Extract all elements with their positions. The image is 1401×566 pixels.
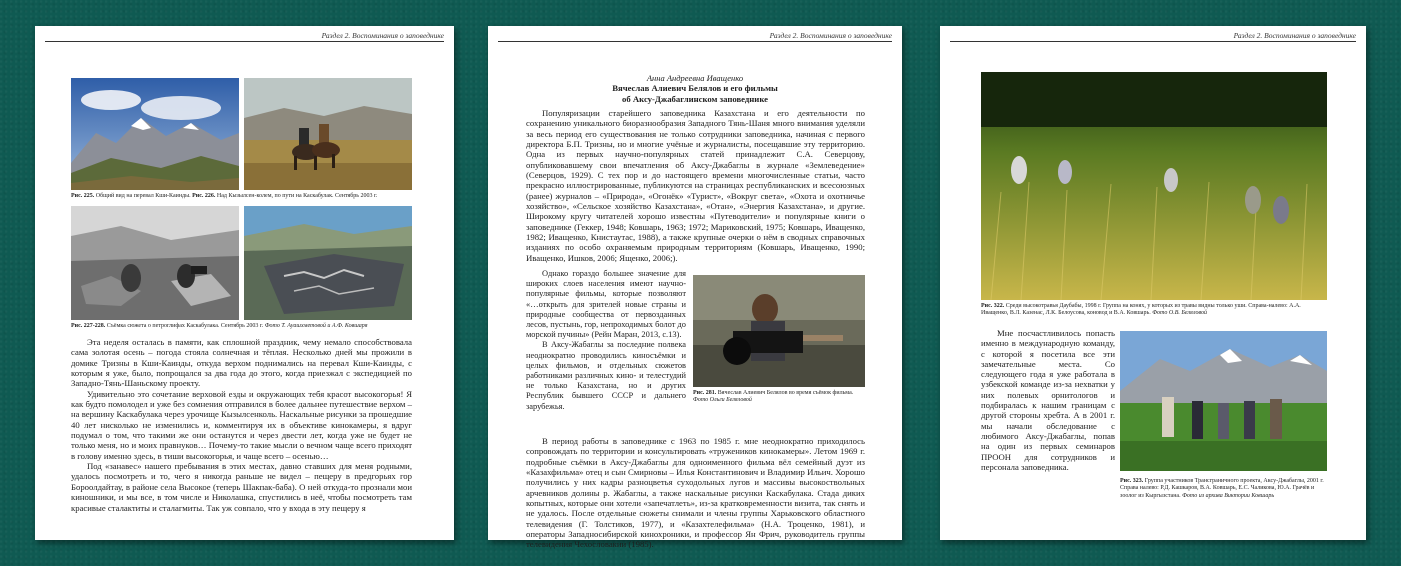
book-page-right	[940, 26, 1366, 540]
figure-caption-323: Рис. 323. Группа участников Трансграничного проекта, Аксу-Джабаглы, 2001 г. Справа налево: Р.Д. Кашкаров, В.А. Ковшарь, Е.С. Чаликова, Ю.А. Грачёв и зоолог из Кыргызстана. Фото из архива Виктории Ковшарь	[1120, 478, 1324, 499]
paragraph: В Аксу-Жабаглы за последние полвека неоднократно проводились киносъёмки и целых фильмов, и отдельных сюжетов работниками различных кино- и телестудий не только Казахстана, но и других Республик бывшего СССР и дальнего зарубежья.	[526, 340, 686, 411]
paragraph: Эта неделя осталась в памяти, как сплошной праздник, чему немало способствовала сама золотая осень – погода стояла солнечная и тёплая. Несколько дней мы прожили в домике Тризны в Кши-Каинды, откуда верхом поднимались на перевал Кши-Каинды, с которым я уже, было, попрощался за два года до этого, когда приезжал с экспедицией по Западно-Тянь-Шаньскому проекту.	[71, 337, 412, 389]
paragraph: Удивительно это сочетание верховой езды и окружающих тебя красот высокогорья! Я как будто помолодел и уже без сомнения отправился в более дальнее путешествие верхом – на вершину Каскабулака через урочище Кызылсенколь. Наскальные рисунки за прошедшие 40 лет нисколько не изменились и, комментируя их в объективе кинокамеры, я вдруг подумал о том, что такими же они останутся и через двести лет, когда уже не будет не только меня, но и моих правнуков… Почему-то такие мысли о вечном чаще всего приходят в голову именно здесь, в тиши высокогорья, и чаще всего – осенью…	[71, 388, 412, 461]
photo-petroglyph-rock	[244, 206, 412, 320]
left-column-text	[526, 269, 686, 412]
book-page-left	[35, 26, 454, 540]
header-rule	[45, 41, 444, 42]
intro-paragraph: Популяризации старейшего заповедника Казахстана и его деятельности по сохранению уникального биоразнообразия Западного Тянь-Шаня много внимания уделяли за весь период его существования не только сотрудники заповедника, начиная с первого директора Б.П. Тризны, но и многие учёные и журналисты, посещавшие эту территорию. Одна из первых научно-популярных статей принадлежит С.А. Северцову, опубликовавшему свои впечатления об Аксу-Джабаглы в журнале «Землеведение» (Северцов, 1929). С тех пор и до настоящего времени многочисленные статьи, часто прекрасно иллюстрированные, публикуются на страницах республиканских и всесоюзных (ранее) журналов – «Природа», «Огонёк» «Турист», «Вокруг света», «Охота и охотничье хозяйство», «Сельское хозяйство Казахстана», «Отан», «Энергия Казахстана», и другие. Широкому кругу читателей хорошо известны «Путеводители» и популярные книги о заповеднике (Геккер, 1948; Ковшарь, 1963; 1972; Мариковский, 1975; Ковшарь, Иващенко, 1982; Иващенко, Книстаутас, 1988), а также крупные очерки о нём в сводных справочных изданиях по особо охраняемым природным территориям (Ковшарь, Иващенко, 1990; Иващенко, Ишков, 2006; Ященко, 2006;).	[526, 108, 865, 263]
paragraph: Однако гораздо большее значение для широких слоев населения имеют научно-популярные фильмы, которые позволяют «…открыть для зрителей новые страны и природные сообщества от первозданных лесов, пустынь, гор, непроходимых болот до морской пучины» (Рейн Маран, 2013, с.13).	[526, 269, 686, 340]
photo-tall-grass-group	[981, 72, 1327, 300]
running-head: Раздел 2. Воспоминания о заповеднике	[1233, 31, 1356, 40]
running-head: Раздел 2. Воспоминания о заповеднике	[769, 31, 892, 40]
figure-caption-225-226: Рис. 225. Общий вид на перевал Кши-Каинды. Рис. 226. Над Кызылсен-колем, по пути на Каскабулак. Сентябрь 2003 г.	[71, 193, 378, 199]
book-page-center	[488, 26, 902, 550]
figure-caption-281: Рис. 281. Вячеслав Алиевич Белялов во время съёмок фильма. Фото Ольги Беляловой	[693, 390, 854, 404]
article-author: Анна Андреевна Иващенко	[646, 73, 744, 83]
photo-mountain-pass	[71, 78, 239, 190]
photo-cameraman	[693, 275, 865, 387]
body-text	[71, 337, 412, 513]
figure-caption-227-228: Рис. 227-228. Съёмка сюжета о петроглифах Каскабулака. Сентябрь 2003 г. Фото Т. Ауашхметовой и А.Ф. Ковшаря	[71, 323, 368, 329]
paragraph: Под «занавес» нашего пребывания в этих местах, давно ставших для меня родными, удалось посмотреть и то, чего я никогда раньше не видел – пещеру в предгорьях гор Бороолдайтау, в районе села Высокое (теперь Шакпак-баба). О ней откуда-то прознали мои киношники, и мы все, в том числе и Николашка, спустились в неё, чтобы посмотреть там красивые сталактиты и сталагмиты. Так уж совпало, что у входа в эту пещеру я	[71, 461, 412, 513]
figure-caption-322: Рис. 322. Среди высокотравья Даубабы, 1998 г. Группа на конях, у которых из травы видны только уши. Справа-налево: А.А. Иващенко, В.Л. Казенас, Л.К. Белоусова, коновод и В.А. Ковшарь. Фото О.В. Беляловой	[981, 303, 1301, 317]
running-head: Раздел 2. Воспоминания о заповеднике	[321, 31, 444, 40]
header-rule	[498, 41, 892, 42]
photo-riders-on-horses	[244, 78, 412, 190]
header-rule	[950, 41, 1356, 42]
photo-project-participants	[1120, 331, 1327, 471]
article-title: Вячеслав Алиевич Белялов и его фильмы об Аксу-Джабаглинском заповеднике	[612, 83, 778, 104]
closing-paragraph: В период работы в заповеднике с 1963 по 1985 г. мне неоднократно приходилось сопровождать по территории и консультировать «тружеников кинокамеры». Летом 1969 г. подробные съёмки в Аксу-Джабаглы для одноименного фильма вёл семейный дуэт из «Казахфильма» отец и сын Смирновы – Илья Константинович и Владимир Ильич. Хорошо получились у них кадры разноцветья суходольных лугов и массивы высокоствольных арчевников долины р. Жабаглы, а также наскальные рисунки Каскабулака. Стада диких копытных, которые они хотели «запечатлеть», из-за кратковременности визита, так снять и не удалось. После отдельные сюжеты снимали и члены группы Харьковского областного телевидения (Г. Толстиков, 1977), и «Казахтелефильма» (Н.А. Троценко, 1981), и операторы Западносибирской кинохроники, и профессор Ян Фрич, руководитель группы телевидения Чехословакии (1985).	[526, 436, 865, 550]
side-column-text: Мне посчастливилось попасть именно в международную команду, с которой я посетила все эти замечательные места. Со следующего года я уже работала в узбекской команде из-за нехватки у них полевых орнитологов и подбиралась к нашим границам с другой стороны хребта. А в 2001 г. мы начали обследование с любимого Аксу-Джабаглы, попав на один из первых семинаров ПРООН для сотрудников и персонала заповедника.	[981, 328, 1115, 472]
photo-filming-petroglyphs-bw	[71, 206, 239, 320]
